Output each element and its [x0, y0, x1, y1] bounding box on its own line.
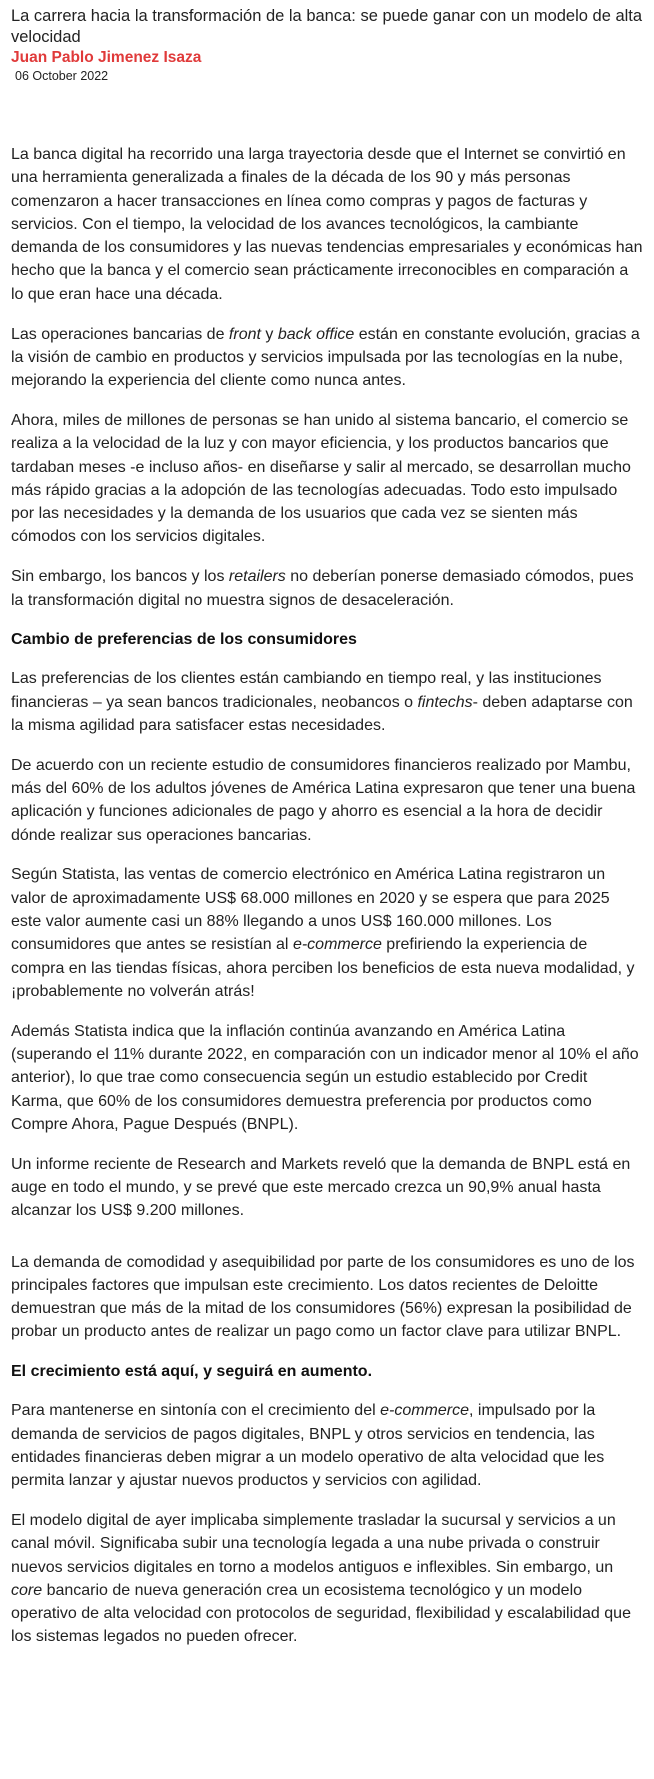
paragraph-5-text-c: - deben adaptarse con la misma agilidad para satisfacer estas necesidades. [11, 693, 633, 734]
paragraph-11-text-a: Para mantenerse en sintonía con el crecimiento del [11, 1402, 381, 1420]
paragraph-7 [11, 863, 643, 1003]
paragraph-11 [11, 1399, 643, 1492]
paragraph-7-emphasis-ecommerce: e-commerce [292, 936, 382, 954]
article-date: 06 October 2022 [15, 69, 109, 83]
paragraph-9: Un informe reciente de Research and Markets reveló que la demanda de BNPL está en auge en todo el mundo, y se prevé que este mercado crezca un 90,9% anual hasta alcanzar los US$ 9.200 millones. [11, 1155, 631, 1220]
paragraph-2-text-e: están en constante evolución, gracias a la visión de cambio en productos y servicios impulsada por las tecnologías en la nube, mejorando la experiencia del cliente como nunca antes. [11, 325, 640, 390]
paragraph-4-text-c: no deberían ponerse demasiado cómodos, pues la transformación digital no muestra signos de desaceleración. [11, 568, 634, 609]
paragraph-8: Además Statista indica que la inflación continúa avanzando en América Latina (superando el 11% durante 2022, en comparación con un indicador menor al 10% el año anterior), lo que trae como consecuencia según un estudio establecido por Credit Karma, que 60% de los consumidores demuestra preferencia por productos como Compre Ahora, Pague Después (BNPL). [11, 1022, 639, 1133]
article-author[interactable]: Juan Pablo Jimenez Isaza [11, 49, 202, 66]
paragraph-5-emphasis-fintechs: fintechs [417, 693, 473, 711]
paragraph-12 [11, 1509, 643, 1649]
paragraph-12-emphasis-core: core [11, 1581, 43, 1599]
paragraph-7-text-c: prefiriendo la experiencia de compra en las tiendas físicas, ahora perciben los beneficios de esta nueva modalidad, y ¡probablemente no volverán atrás! [11, 936, 635, 1000]
paragraph-2 [11, 323, 643, 393]
paragraph-11-emphasis-ecommerce: e-commerce [380, 1402, 469, 1420]
paragraph-2-text-a: Las operaciones bancarias de [11, 325, 229, 343]
section-heading-growth: El crecimiento está aquí, y seguirá en aumento. [11, 1363, 373, 1381]
paragraph-11-text-c: , impulsado por la demanda de servicios de pagos digitales, BNPL y otros servicios en tendencia, las entidades financieras deben migrar a un modelo operativo de alta velocidad que les permita lanzar y ajustar nuevos productos y servicios con agilidad. [11, 1402, 605, 1490]
paragraph-10: La demanda de comodidad y asequibilidad por parte de los consumidores es uno de los principales factores que impulsan este crecimiento. Los datos recientes de Deloitte demuestran que más de la mitad de los consumidores (56%) expresan la posibilidad de probar un producto antes de realizar un pago como un factor clave para utilizar BNPL. [11, 1253, 635, 1341]
paragraph-2-emphasis-front: front [228, 325, 261, 343]
paragraph-12-text-a: El modelo digital de ayer implicaba simplemente trasladar la sucursal y servicios a un canal móvil. Significaba subir una tecnología legada a una nube privada o construir nuevos servicios digitales en torno a modelos antiguos e inflexibles. Sin embargo, un [11, 1511, 616, 1576]
article-title: La carrera hacia la transformación de la banca: se puede ganar con un modelo de alta velocidad [11, 7, 643, 46]
paragraph-2-text-c: y [260, 325, 278, 343]
paragraph-7-text-a: Según Statista, las ventas de comercio electrónico en América Latina registraron un valor de aproximadamente US$ 68.000 millones en 2020 y se espera que para 2025 este valor aumente casi un 88% llegando a unos US$ 160.000 millones. Los consumidores que antes se resistían al [11, 866, 610, 954]
paragraph-5-text-a: Las preferencias de los clientes están cambiando en tiempo real, y las instituciones financieras – ya sean bancos tradicionales, neobancos o [11, 670, 602, 711]
paragraph-12-text-c: bancario de nueva generación crea un ecosistema tecnológico y un modelo operativo de alta velocidad con protocolos de seguridad, flexibilidad y escalabilidad que los sistemas legados no pueden ofrecer. [11, 1581, 631, 1646]
section-heading-consumers: Cambio de preferencias de los consumidores [11, 631, 357, 649]
paragraph-4-text-a: Sin embargo, los bancos y los [11, 568, 229, 586]
paragraph-6: De acuerdo con un reciente estudio de consumidores financieros realizado por Mambu, más del 60% de los adultos jóvenes de América Latina expresaron que tener una buena aplicación y funciones adicionales de pago y ahorro es esencial a la hora de decidir dónde realizar sus operaciones bancarias. [11, 756, 636, 844]
paragraph-4-emphasis-retailers: retailers [228, 568, 286, 586]
paragraph-3: Ahora, miles de millones de personas se han unido al sistema bancario, el comercio se realiza a la velocidad de la luz y con mayor eficiencia, y los productos bancarios que tardaban meses -e incluso años- en diseñarse y salir al mercado, se desarrollan mucho más rápido gracias a la adopción de las tecnologías adecuadas. Todo esto impulsado por las necesidades y la demanda de los usuarios que cada vez se sienten más cómodos con los servicios digitales. [11, 411, 631, 546]
paragraph-4 [11, 565, 643, 612]
paragraph-5 [11, 667, 643, 737]
paragraph-2-emphasis-back-office: back office [277, 325, 355, 343]
paragraph-1: La banca digital ha recorrido una larga trayectoria desde que el Internet se convirtió en una herramienta generalizada a finales de la década de los 90 y más personas comenzaron a hacer transacciones en línea como compras y pagos de facturas y servicios. Con el tiempo, la velocidad de los avances tecnológicos, la cambiante demanda de los consumidores y las nuevas tendencias empresariales y económicas han hecho que la banca y el comercio sean prácticamente irreconocibles en comparación a lo que eran hace una década. [11, 146, 643, 303]
article-body [11, 143, 643, 1649]
